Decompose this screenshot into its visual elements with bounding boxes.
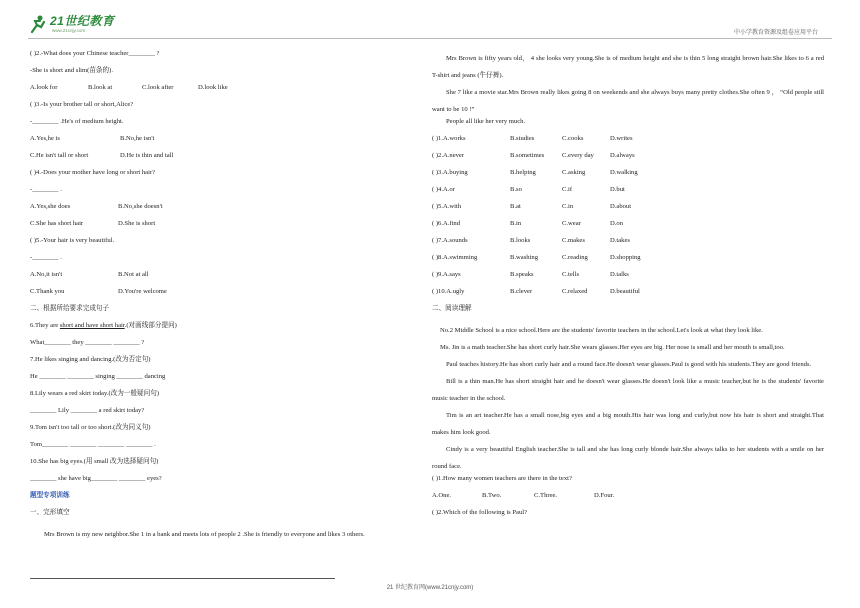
option-b: B.looks (510, 237, 531, 244)
option-stem: ( )1.A.works (432, 135, 466, 142)
page-footer: 21 世纪教育网(www.21cnjy.com) (386, 585, 474, 591)
option-b: B.clever (510, 288, 533, 295)
option-b: B.at (510, 203, 521, 210)
reading-bill: Bill is a thin man.He has short straight hair and he doesn't wear glasses.He doesn't look like a music teacher,but he is the students' favorite music teacher in the school. (432, 378, 824, 402)
left-column (30, 50, 422, 552)
cloze-paragraph-2: Mrs Brown is fifty years old， 4 she looks very young.She is of medium height and she is thin 5 long straight brown hair.She likes to 6 a red T-shirt and jeans (牛仔裤). (432, 55, 824, 79)
cloze-paragraph-3: She 7 like a movie star.Mrs Brown really likes going 8 on weekends and she always buys many pretty clothes.She often 9 ， “Old people still want to be 10 !” (432, 89, 824, 113)
option-stem: ( )6.A.find (432, 220, 461, 227)
option-stem: ( )9.A.says (432, 271, 461, 278)
option-d: D.She is short (118, 220, 156, 227)
cloze-option-row (432, 186, 824, 203)
option-c: C.if (562, 186, 573, 193)
cloze-option-row (432, 271, 824, 288)
option-d: D.look like (198, 84, 228, 91)
option-c: C.look after (142, 84, 174, 91)
question-4-options-cd (30, 220, 422, 237)
right-column (432, 50, 824, 526)
reading-cindy: Cindy is a very beautiful English teacher.She is tall and she has long curly blonde hair.She always talks to her students with a smile on her round face. (432, 446, 824, 470)
sentence-10: 10.She has big eyes.(用 small 改为选择疑问句) (30, 458, 159, 465)
reading-question-2: ( )2.Which of the following is Paul? (432, 509, 528, 516)
cloze-option-row (432, 135, 824, 152)
option-c: C.He isn't tall or short (30, 152, 89, 159)
option-a: A.Yes,he is (30, 135, 60, 142)
option-a: A.One. (432, 492, 452, 499)
header-platform-name: 中小学教育资源及组卷应用平台 (733, 30, 818, 36)
question-4-options-ab (30, 203, 422, 220)
reading-question-1: ( )1.How many women teachers are there in the text? (432, 475, 572, 482)
option-c: C.Thank you (30, 288, 65, 295)
option-d: D.He is thin and tall (120, 152, 174, 159)
runner-logo-icon (28, 14, 48, 34)
option-d: D.on (610, 220, 624, 227)
option-d: D.always (610, 152, 635, 159)
question-4-stem: ( )4.-Does your mother have long or short hair? (30, 169, 156, 176)
option-stem: ( )8.A.swimming (432, 254, 478, 261)
header-divider (28, 38, 832, 39)
reading-section-title: 二、阅读理解 (432, 305, 472, 312)
option-b: B.in (510, 220, 522, 227)
option-d: D.takes (610, 237, 630, 244)
option-d: D.talks (610, 271, 629, 278)
question-4-dialog: -________ . (30, 186, 62, 193)
sentence-6-answer: What________ they ________ ________ ? (30, 339, 145, 346)
option-c: C.in (562, 203, 574, 210)
cloze-option-row (432, 254, 824, 271)
option-stem: ( )5.A.with (432, 203, 462, 210)
special-training-title: 题型专项训练 (30, 492, 70, 499)
option-b: B.washing (510, 254, 539, 261)
cloze-option-row (432, 169, 824, 186)
option-b: B.helping (510, 169, 536, 176)
question-3-dialog: -________ .He's of medium height. (30, 118, 124, 125)
option-c: C.reading (562, 254, 588, 261)
option-c: C.Three. (534, 492, 558, 499)
option-stem: ( )2.A.never (432, 152, 465, 159)
option-a: A.Yes,she does (30, 203, 71, 210)
cloze-title: 一、完形填空 (30, 509, 70, 516)
option-b: B.Not at all (118, 271, 149, 278)
option-b: B.look at (88, 84, 113, 91)
option-c: C.wear (562, 220, 581, 227)
option-c: C.every day (562, 152, 594, 159)
question-5-options-cd (30, 288, 422, 305)
question-2-stem: ( )2.-What does your Chinese teacher________ ? (30, 50, 160, 57)
option-b: B.No,he isn't (120, 135, 155, 142)
option-b: B.so (510, 186, 522, 193)
cloze-paragraph-4: People all like her very much. (446, 118, 526, 125)
logo-subtext: www.21cnjy.com (52, 28, 86, 33)
logo-text: 21世纪教育 (50, 14, 115, 28)
reading-tim: Tim is an art teacher.He has a small nose,big eyes and a big mouth.His hair was long and curly,but now his hair is short and straight.That makes him look good. (432, 412, 824, 436)
question-5-dialog: -________ . (30, 254, 62, 261)
option-b: B.speaks (510, 271, 534, 278)
option-d: D.Four. (594, 492, 615, 499)
site-logo (28, 14, 138, 34)
option-b: B.studies (510, 135, 535, 142)
option-stem: ( )4.A.or (432, 186, 455, 193)
option-c: C.She has short hair (30, 220, 84, 227)
sentence-7-answer: He ________ ________ singing ________ dancing (30, 373, 166, 380)
sentence-10-answer: ________ she have big________ ________ eyes? (30, 475, 162, 482)
cloze-option-row (432, 152, 824, 169)
option-d: D.shopping (610, 254, 641, 261)
sentence-8: 8.Lily wears a red skirt today.(改为一般疑问句) (30, 390, 160, 397)
question-3-options-ab (30, 135, 422, 152)
question-2-dialog: -She is short and slim(苗条的). (30, 67, 113, 74)
section-2-title: 二、根据所给要求完成句子 (30, 305, 110, 312)
cloze-option-row (432, 237, 824, 254)
reading-intro: No.2 Middle School is a nice school.Here are the students' favorite teachers in the school.Let's look at what they look like. (440, 327, 763, 334)
option-stem: ( )10.A.ugly (432, 288, 465, 295)
option-a: A.look for (30, 84, 58, 91)
option-b: B.Two. (482, 492, 502, 499)
option-d: D.walking (610, 169, 638, 176)
option-stem: ( )3.A.buying (432, 169, 468, 176)
question-3-options-cd (30, 152, 422, 169)
option-c: C.cooks (562, 135, 584, 142)
reading-ms-jin: Ms. Jin is a math teacher.She has short curly hair.She wears glasses.Her eyes are big. Her nose is small and her mouth is small,too. (440, 344, 785, 351)
option-d: D.but (610, 186, 625, 193)
question-5-options-ab (30, 271, 422, 288)
option-b: B.No,she doesn't (118, 203, 163, 210)
question-5-stem: ( )5.-Your hair is very beautiful. (30, 237, 115, 244)
sentence-6-suffix: .(对画线部分提问) (124, 322, 177, 329)
page-header (0, 0, 860, 36)
option-c: C.relaxed (562, 288, 588, 295)
sentence-6 (30, 322, 422, 339)
option-d: D.about (610, 203, 632, 210)
option-a: A.No,it isn't (30, 271, 63, 278)
sentence-9-answer: Tom________ ________ ________ ________ . (30, 441, 156, 448)
sentence-6-prefix: 6.They are (30, 322, 60, 329)
sentence-7: 7.He likes singing and dancing.(改为否定句) (30, 356, 151, 363)
option-stem: ( )7.A.sounds (432, 237, 468, 244)
question-2-options (30, 84, 422, 101)
question-3-stem: ( )3.-Is your brother tall or short,Alice? (30, 101, 134, 108)
option-d: D.You're welcome (118, 288, 167, 295)
option-c: C.asking (562, 169, 586, 176)
sentence-6-underlined: short and have short hair (59, 322, 125, 329)
option-b: B.sometimes (510, 152, 545, 159)
reading-paul: Paul teaches history.He has short curly hair and a round face.He doesn't wear glasses.Paul is good with his students.They are good friends. (446, 361, 812, 368)
cloze-paragraph-1: Mrs Brown is my new neighbor.She 1 in a bank and meets lots of people 2 .She is friendly to everyone and likes 3 others. (44, 531, 365, 538)
option-d: D.writes (610, 135, 633, 142)
sentence-8-answer: ________ Lily ________ a red skirt today? (30, 407, 145, 414)
cloze-option-row (432, 288, 824, 305)
option-c: C.tells (562, 271, 580, 278)
reading-question-1-options (432, 492, 824, 509)
option-c: C.makes (562, 237, 585, 244)
option-d: D.beautiful (610, 288, 640, 295)
footer-divider (30, 578, 335, 579)
sentence-9: 9.Tom isn't too tall or too short.(改为同义句) (30, 424, 151, 431)
cloze-option-row (432, 203, 824, 220)
cloze-option-row (432, 220, 824, 237)
